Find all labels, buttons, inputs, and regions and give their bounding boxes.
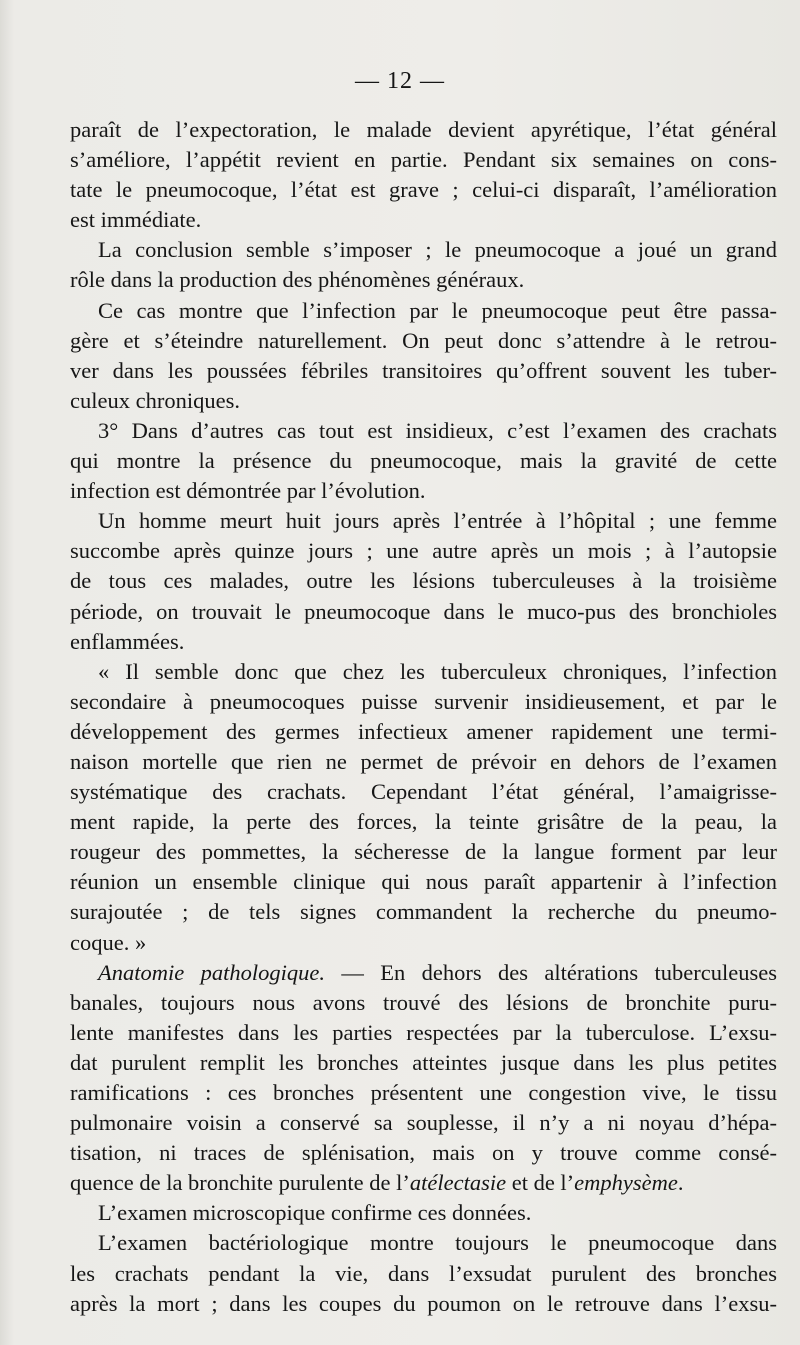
text-line: développement des germes infectieux amener rapidement une termi- [70, 718, 777, 744]
term-atelectasie: atélectasie [409, 1170, 507, 1196]
text-line: les crachats pendant la vie, dans l’exsudat purulent des bronches [70, 1260, 777, 1286]
text-line: « Il semble donc que chez les tuberculeux chroniques, l’infection [98, 658, 777, 684]
text-line: enflammées. [70, 628, 185, 654]
text-line: paraît de l’expectoration, le malade devient apyrétique, l’état général [70, 117, 777, 142]
text-line: rôle dans la production des phénomènes généraux. [70, 267, 525, 293]
text-line: ramifications : ces bronches présentent une congestion vive, le tissu [70, 1080, 777, 1105]
text-line: ver dans les poussées fébriles transitoires qu’offrent souvent les tuber- [70, 357, 777, 383]
text-line: qui montre la présence du pneumocoque, mais la gravité de cette [70, 448, 777, 474]
text-line: surajoutée ; de tels signes commandent la recherche du pneumo- [70, 899, 777, 925]
page-number: — 12 — [355, 68, 445, 94]
section-heading-anatomie: Anatomie pathologique. [98, 959, 325, 985]
text-line: après la mort ; dans les coupes du poumon on le retrouve dans l’exsu- [70, 1290, 777, 1316]
term-emphyseme: emphysème [574, 1170, 678, 1196]
text-line: secondaire à pneumocoques puisse survenir insidieusement, et par le [70, 688, 777, 714]
text-line: rougeur des pommettes, la sécheresse de la langue forment par leur [70, 839, 777, 865]
text-line: pulmonaire voisin a conservé sa souplesse, il n’y a ni noyau d’hépa- [70, 1110, 777, 1136]
text-line: systématique des crachats. Cependant l’état général, l’amaigrisse- [70, 779, 777, 805]
text-line: de tous ces malades, outre les lésions tuberculeuses à la troisième [70, 568, 777, 594]
text-line: ment rapide, la perte des forces, la teinte grisâtre de la peau, la [70, 809, 777, 835]
text-fragment: — En dehors des altérations tuberculeuses [325, 959, 777, 985]
text-line: réunion un ensemble clinique qui nous paraît appartenir à l’infection [70, 869, 777, 895]
text-line: culeux chroniques. [70, 387, 240, 413]
text-line: gère et s’éteindre naturellement. On peut donc s’attendre à le retrou- [70, 327, 777, 353]
text-line: La conclusion semble s’imposer ; le pneumocoque a joué un grand [98, 237, 777, 263]
text-line: naison mortelle que rien ne permet de prévoir en dehors de l’examen [70, 748, 777, 774]
text-fragment: quence de la bronchite purulente de l’ [70, 1170, 410, 1196]
text-fragment: . [677, 1170, 684, 1196]
text-line: lente manifestes dans les parties respectées par la tuberculose. L’exsu- [70, 1019, 777, 1045]
text-line: Un homme meurt huit jours après l’entrée à l’hôpital ; une femme [98, 508, 777, 534]
text-line: tate le pneumocoque, l’état est grave ; celui-ci disparaît, l’amélioration [70, 177, 777, 203]
text-line: banales, toujours nous avons trouvé des lésions de bronchite puru- [70, 989, 777, 1015]
text-line [70, 958, 777, 988]
text-line: est immédiate. [70, 207, 202, 233]
text-line: infection est démontrée par l’évolution. [70, 478, 426, 504]
text-line: L’examen microscopique confirme ces données. [98, 1200, 532, 1226]
text-line: succombe après quinze jours ; une autre après un mois ; à l’autopsie [70, 538, 777, 564]
text-line: Ce cas montre que l’infection par le pneumocoque peut être passa- [98, 297, 777, 323]
text-line: s’améliore, l’appétit revient en partie. Pendant six semaines on cons- [70, 147, 777, 173]
text-line: dat purulent remplit les bronches atteintes jusque dans les plus petites [70, 1049, 777, 1075]
text-line: tisation, ni traces de splénisation, mais on y trouve comme consé- [70, 1140, 777, 1166]
text-line: 3° Dans d’autres cas tout est insidieux, c’est l’examen des crachats [98, 417, 777, 443]
text-line: période, on trouvait le pneumocoque dans le muco-pus des bronchioles [70, 598, 777, 624]
text-line: L’examen bactériologique montre toujours le pneumocoque dans [98, 1230, 777, 1256]
text-line [70, 1168, 777, 1198]
text-fragment: et de l’ [506, 1170, 575, 1196]
body-text [70, 115, 777, 1319]
text-line: coque. » [70, 929, 147, 955]
